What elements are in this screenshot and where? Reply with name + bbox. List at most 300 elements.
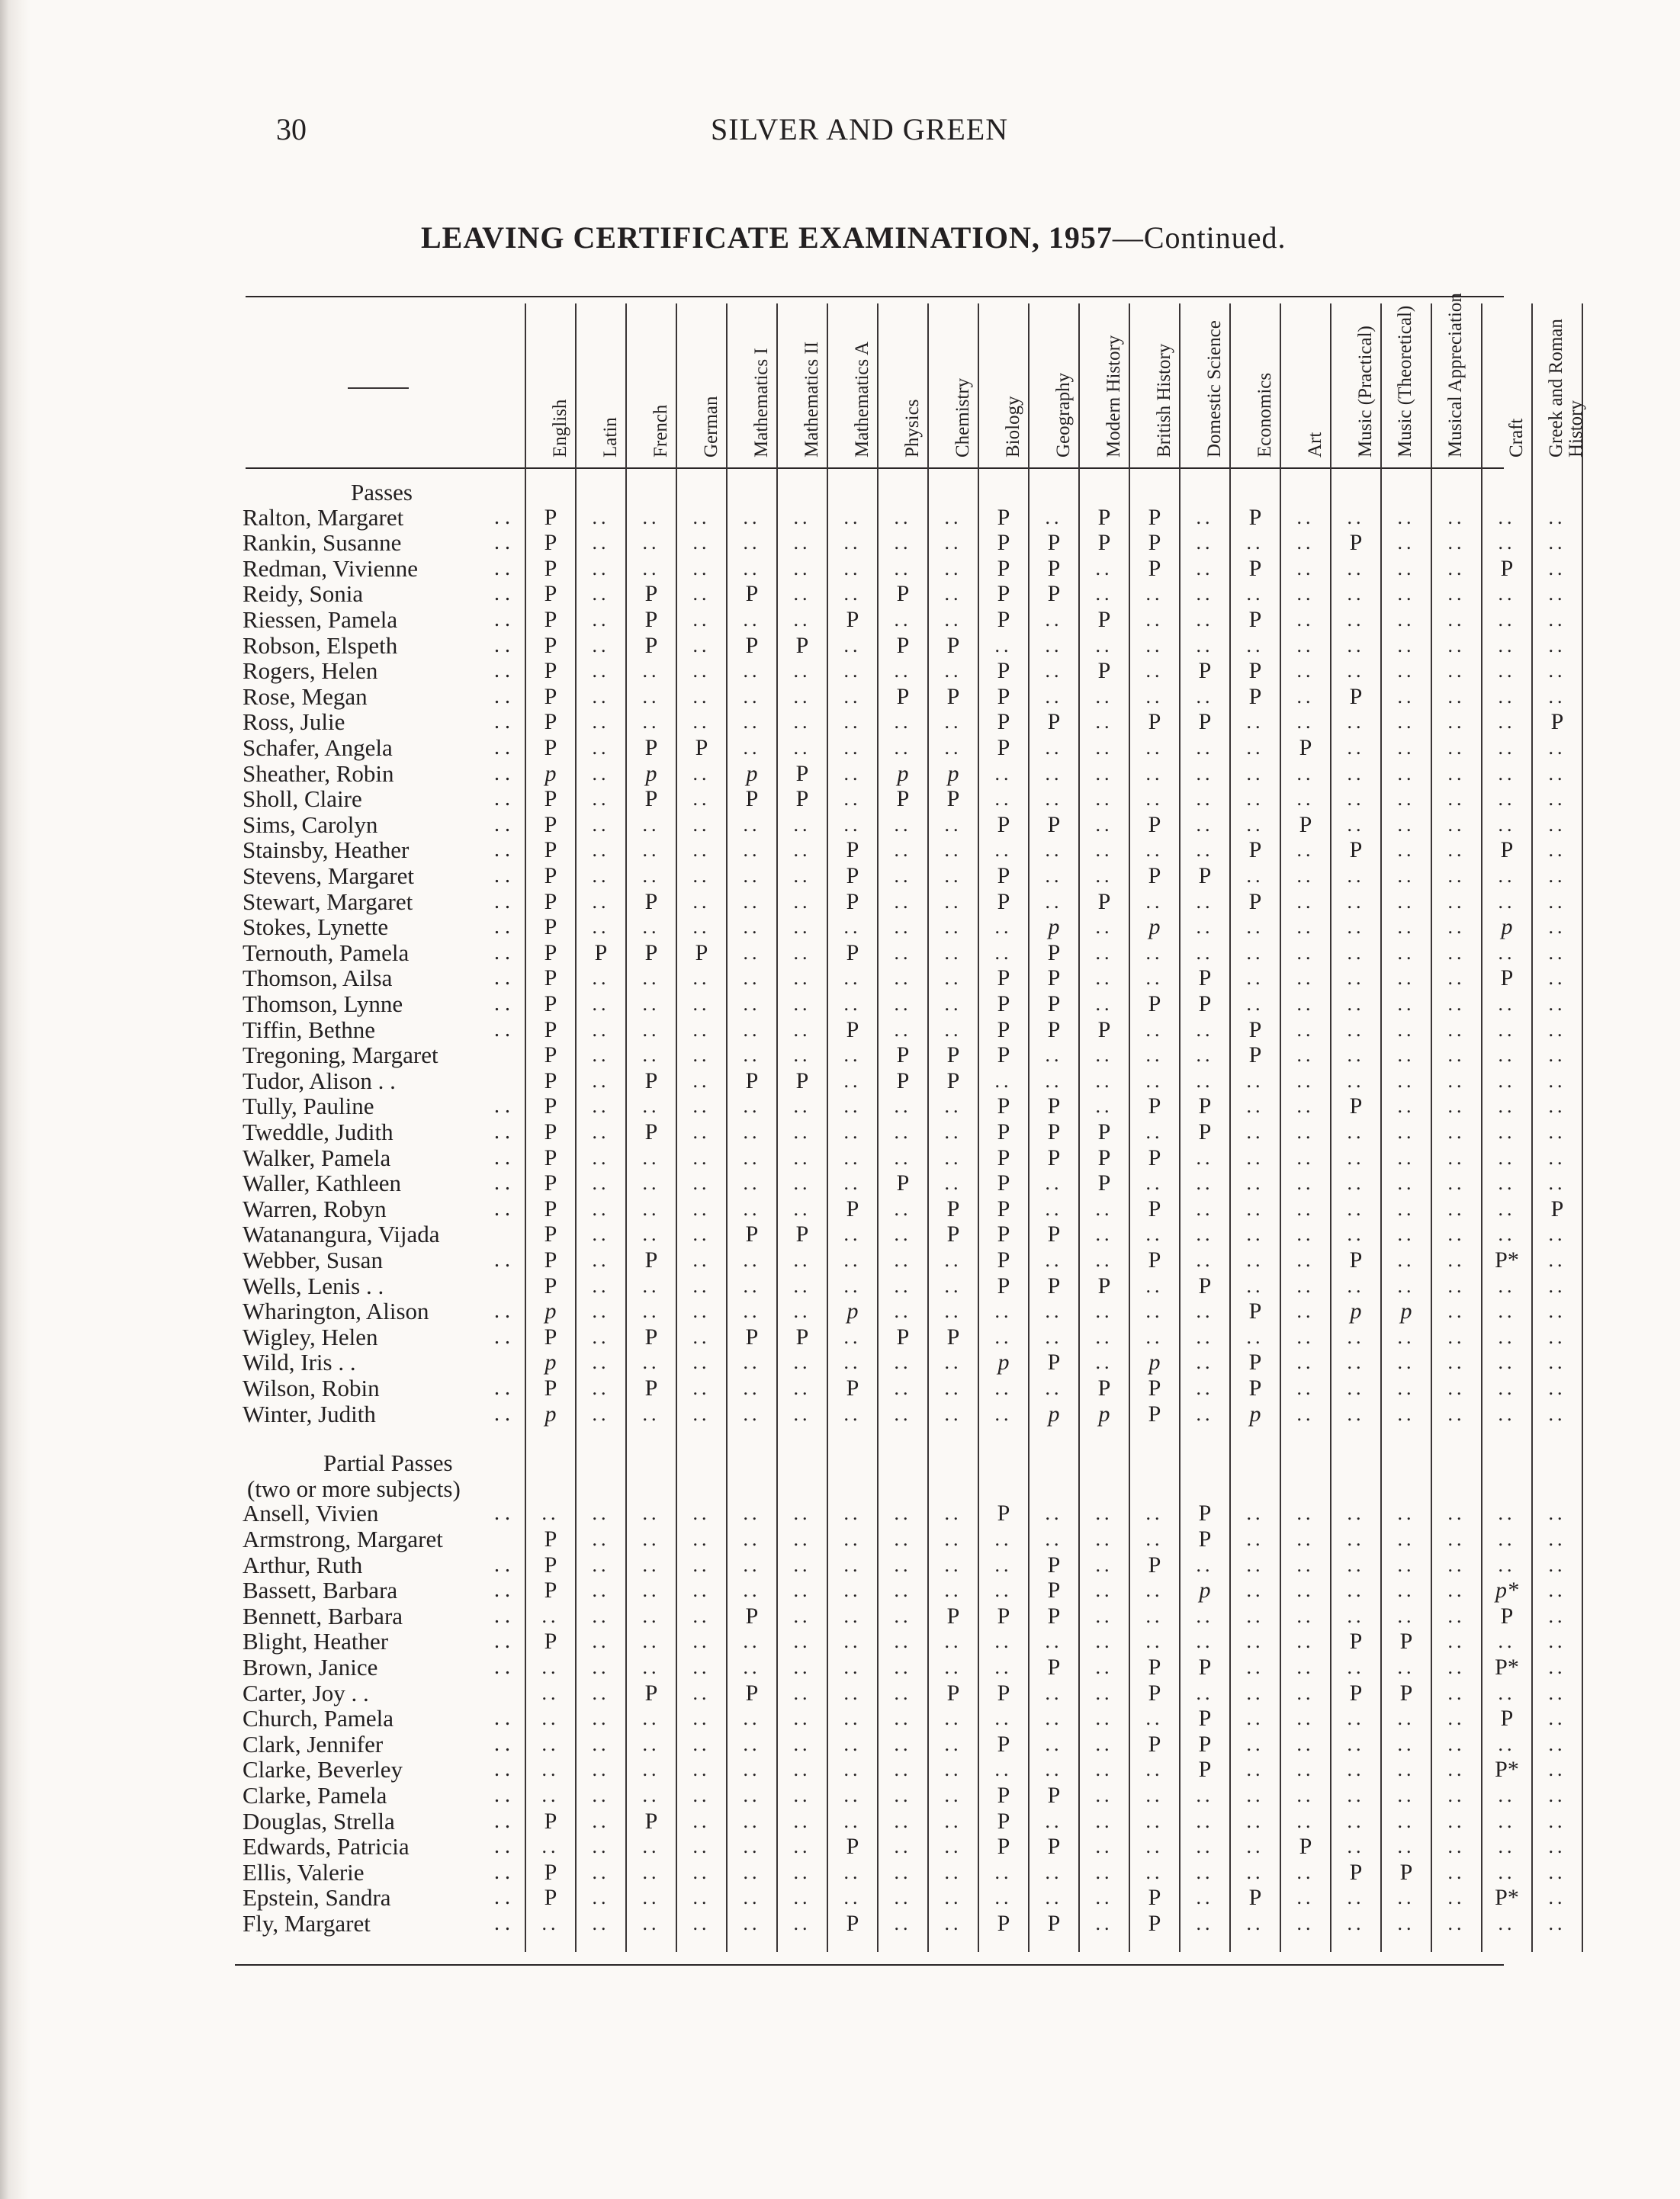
result-cell: .. — [1045, 1325, 1063, 1348]
result-cell: .. — [1397, 1325, 1415, 1348]
result-cell: .. — [944, 1784, 962, 1806]
result-cell: .. — [743, 1835, 761, 1858]
result-cell: .. — [1397, 1069, 1415, 1092]
student-name: Stainsby, Heather — [243, 836, 410, 864]
result-cell: P — [1148, 863, 1161, 888]
result-cell: .. — [1246, 531, 1264, 554]
result-cell: .. — [944, 1860, 962, 1883]
result-cell: P — [1148, 1376, 1161, 1401]
result-cell: .. — [894, 1223, 912, 1246]
result-cell: .. — [692, 1758, 711, 1781]
result-cell: .. — [1498, 506, 1516, 528]
result-cell: P — [1248, 1016, 1262, 1042]
result-cell: .. — [1397, 1044, 1415, 1067]
result-cell: P — [1097, 1170, 1111, 1196]
leader-dots: . . — [494, 1835, 510, 1859]
result-cell: .. — [1548, 813, 1566, 836]
result-cell: .. — [592, 583, 610, 605]
result-cell: .. — [1397, 839, 1415, 862]
result-cell: .. — [1548, 1351, 1566, 1374]
result-cell: .. — [1548, 1249, 1566, 1271]
result-cell: .. — [894, 1095, 912, 1118]
result-cell: .. — [1296, 711, 1315, 734]
student-name: Stewart, Margaret — [243, 888, 413, 915]
result-cell: .. — [843, 1223, 862, 1246]
column-header: Geography — [1053, 372, 1074, 457]
result-cell: .. — [1196, 1018, 1214, 1041]
result-cell: .. — [592, 1886, 610, 1909]
result-cell: .. — [1548, 506, 1566, 528]
result-cell: .. — [994, 1402, 1013, 1425]
result-cell: p — [997, 1350, 1010, 1376]
result-cell: .. — [843, 1095, 862, 1118]
result-cell: .. — [1548, 865, 1566, 887]
result-cell: .. — [843, 506, 862, 528]
result-cell: .. — [1347, 1044, 1365, 1067]
result-cell: .. — [1196, 788, 1214, 811]
result-cell: .. — [1548, 967, 1566, 990]
result-cell: .. — [1347, 1553, 1365, 1576]
result-cell: .. — [1145, 1069, 1164, 1092]
result-cell: .. — [592, 1249, 610, 1271]
result-cell: p — [1350, 1299, 1362, 1324]
result-cell: .. — [894, 1579, 912, 1602]
result-cell: .. — [1397, 506, 1415, 528]
result-cell: P — [644, 786, 658, 812]
result-cell: .. — [1296, 1044, 1315, 1067]
result-cell: .. — [944, 1656, 962, 1678]
result-cell: .. — [1347, 941, 1365, 964]
result-cell: .. — [1397, 1732, 1415, 1755]
result-cell: .. — [793, 1274, 811, 1297]
result-cell: .. — [1347, 1325, 1365, 1348]
result-cell: .. — [894, 1630, 912, 1653]
result-cell: .. — [944, 608, 962, 631]
result-cell: .. — [743, 660, 761, 682]
result-cell: .. — [843, 993, 862, 1015]
result-cell: .. — [1196, 1300, 1214, 1323]
result-cell: P — [1248, 1376, 1262, 1401]
result-cell: P — [846, 888, 859, 914]
result-cell: .. — [1045, 788, 1063, 811]
result-cell: .. — [592, 865, 610, 887]
result-cell: .. — [1397, 1502, 1415, 1525]
result-cell: .. — [843, 916, 862, 939]
result-cell: .. — [843, 1604, 862, 1627]
result-cell: .. — [793, 1044, 811, 1067]
result-cell: .. — [944, 1630, 962, 1653]
result-cell: .. — [843, 1860, 862, 1883]
result-cell: .. — [743, 1095, 761, 1118]
result-cell: .. — [1145, 1018, 1164, 1041]
result-cell: .. — [1196, 1784, 1214, 1806]
result-cell: P — [1047, 1273, 1061, 1299]
result-cell: .. — [592, 1758, 610, 1781]
result-cell: P — [544, 709, 557, 735]
result-cell: .. — [1296, 685, 1315, 708]
result-cell: .. — [1296, 660, 1315, 682]
result-cell: P — [1198, 709, 1212, 735]
result-cell: P — [997, 1247, 1010, 1273]
result-cell: .. — [642, 1223, 660, 1246]
result-cell: P — [1198, 1757, 1212, 1783]
result-cell: P — [544, 1808, 557, 1834]
result-cell: P — [997, 1093, 1010, 1119]
result-cell: .. — [843, 813, 862, 836]
student-name: Robson, Elspeth — [243, 631, 398, 659]
result-cell: P — [997, 658, 1010, 684]
result-cell: .. — [743, 1377, 761, 1399]
result-cell: .. — [1447, 1172, 1466, 1195]
leader-dots: . . — [494, 761, 510, 785]
leader-dots: . . — [494, 1706, 510, 1731]
result-cell: .. — [944, 941, 962, 964]
result-cell: .. — [944, 1732, 962, 1755]
result-cell: .. — [1447, 1528, 1466, 1550]
result-cell: .. — [1196, 1223, 1214, 1246]
result-cell: .. — [1145, 1274, 1164, 1297]
result-cell: .. — [743, 685, 761, 708]
result-cell: .. — [692, 583, 711, 605]
result-cell: P — [997, 683, 1010, 709]
result-cell: P — [997, 1144, 1010, 1170]
result-cell: .. — [1095, 1656, 1113, 1678]
result-cell: .. — [1548, 941, 1566, 964]
result-cell: .. — [1347, 1351, 1365, 1374]
result-cell: p — [1048, 1401, 1060, 1427]
result-cell: .. — [642, 1172, 660, 1195]
result-cell: .. — [592, 762, 610, 785]
result-cell: .. — [642, 1300, 660, 1323]
result-cell: .. — [1548, 1121, 1566, 1143]
result-cell: .. — [743, 993, 761, 1015]
result-cell: .. — [1548, 1707, 1566, 1730]
result-cell: .. — [1548, 1528, 1566, 1550]
result-cell: .. — [692, 1249, 711, 1271]
result-cell: P — [1399, 1859, 1413, 1885]
result-cell: .. — [743, 1121, 761, 1143]
result-cell: .. — [944, 557, 962, 579]
result-cell: .. — [843, 660, 862, 682]
result-cell: .. — [592, 1300, 610, 1323]
result-cell: P — [1148, 1911, 1161, 1936]
result-cell: .. — [1397, 1809, 1415, 1832]
result-cell: .. — [1548, 762, 1566, 785]
result-cell: P — [1148, 709, 1161, 735]
result-cell: .. — [1296, 1274, 1315, 1297]
result-cell: .. — [1548, 1886, 1566, 1909]
result-cell: .. — [592, 1325, 610, 1348]
result-cell: .. — [1548, 1146, 1566, 1169]
result-cell: .. — [592, 1707, 610, 1730]
result-cell: .. — [743, 506, 761, 528]
result-cell: .. — [843, 583, 862, 605]
result-cell: .. — [692, 1351, 711, 1374]
result-cell: P — [1500, 965, 1514, 991]
result-cell: P — [997, 1808, 1010, 1834]
column-header: French — [650, 404, 671, 457]
result-cell: .. — [1347, 1579, 1365, 1602]
result-cell: .. — [1095, 1325, 1113, 1348]
student-name: Wharington, Alison — [243, 1298, 429, 1325]
result-cell: .. — [592, 1656, 610, 1678]
result-cell: .. — [692, 890, 711, 913]
result-cell: .. — [692, 1018, 711, 1041]
result-cell: p — [1148, 914, 1161, 940]
result-cell: .. — [944, 1502, 962, 1525]
result-cell: .. — [1296, 1886, 1315, 1909]
result-cell: .. — [1447, 1656, 1466, 1678]
result-cell: .. — [1045, 1758, 1063, 1781]
result-cell: .. — [1246, 1707, 1264, 1730]
result-cell: .. — [793, 1018, 811, 1041]
student-name: Carter, Joy . . — [243, 1679, 369, 1706]
result-cell: .. — [944, 865, 962, 887]
result-cell: .. — [592, 813, 610, 836]
result-cell: .. — [1196, 890, 1214, 913]
result-cell: .. — [944, 839, 962, 862]
result-cell: P — [1349, 837, 1363, 863]
result-cell: P — [1047, 581, 1061, 607]
student-name: Ternouth, Pamela — [243, 939, 410, 966]
result-cell: .. — [1347, 813, 1365, 836]
result-cell: .. — [692, 1656, 711, 1678]
result-cell: P — [544, 1578, 557, 1604]
column-header: Music (Practical) — [1355, 326, 1376, 457]
result-cell: .. — [1095, 762, 1113, 785]
result-cell: .. — [1447, 1300, 1466, 1323]
result-cell: P — [997, 504, 1010, 530]
result-cell: .. — [592, 1402, 610, 1425]
result-cell: .. — [1296, 1249, 1315, 1271]
result-cell: .. — [642, 1402, 660, 1425]
result-cell: .. — [743, 839, 761, 862]
result-cell: p — [947, 760, 959, 786]
result-cell: .. — [1498, 788, 1516, 811]
result-cell: P — [795, 760, 809, 786]
result-cell: .. — [743, 737, 761, 759]
result-cell: .. — [1045, 1502, 1063, 1525]
result-cell: .. — [1498, 711, 1516, 734]
result-cell: .. — [1397, 737, 1415, 759]
result-cell: .. — [1246, 711, 1264, 734]
leader-dots: . . — [494, 684, 510, 708]
result-cell: .. — [944, 1912, 962, 1934]
result-cell: .. — [843, 1274, 862, 1297]
result-cell: P — [544, 1859, 557, 1885]
result-cell: .. — [1447, 608, 1466, 631]
result-cell: P — [745, 1603, 759, 1629]
result-cell: .. — [1045, 839, 1063, 862]
result-cell: P — [946, 683, 960, 709]
result-cell: P — [544, 683, 557, 709]
result-cell: .. — [793, 1146, 811, 1169]
result-cell: .. — [1196, 1377, 1214, 1399]
result-cell: .. — [1397, 967, 1415, 990]
result-cell: .. — [1145, 1707, 1164, 1730]
result-cell: .. — [1045, 1886, 1063, 1909]
result-cell: .. — [1296, 506, 1315, 528]
result-cell: .. — [1045, 1044, 1063, 1067]
result-cell: .. — [743, 1784, 761, 1806]
result-cell: .. — [1246, 813, 1264, 836]
result-cell: .. — [1145, 1604, 1164, 1627]
result-cell: p — [544, 1350, 557, 1376]
result-cell: P — [1047, 1144, 1061, 1170]
leader-dots: . . — [494, 1552, 510, 1577]
result-cell: .. — [743, 1732, 761, 1755]
result-cell: P — [1047, 1783, 1061, 1808]
column-header: Chemistry — [952, 377, 973, 457]
result-cell: .. — [592, 1351, 610, 1374]
result-cell: .. — [843, 1502, 862, 1525]
result-cell: .. — [1498, 865, 1516, 887]
result-cell: P — [896, 632, 910, 658]
result-cell: .. — [1548, 1553, 1566, 1576]
result-cell: P — [1248, 683, 1262, 709]
result-cell: P — [1148, 1401, 1161, 1427]
result-cell: .. — [1095, 1758, 1113, 1781]
result-cell: .. — [1498, 890, 1516, 913]
result-cell: P — [1097, 888, 1111, 914]
result-cell: .. — [592, 1223, 610, 1246]
column-header: Physics — [902, 399, 923, 457]
result-cell: P* — [1495, 1885, 1519, 1911]
result-cell: .. — [743, 1351, 761, 1374]
result-cell: .. — [1397, 531, 1415, 554]
result-cell: .. — [1498, 583, 1516, 605]
result-cell: .. — [1045, 660, 1063, 682]
result-cell: .. — [1548, 685, 1566, 708]
result-cell: .. — [642, 1274, 660, 1297]
result-cell: p* — [1495, 1578, 1518, 1604]
result-cell: .. — [1296, 1377, 1315, 1399]
result-cell: .. — [894, 1528, 912, 1550]
result-cell: P — [1047, 1578, 1061, 1604]
result-cell: .. — [642, 1528, 660, 1550]
result-cell: .. — [642, 557, 660, 579]
result-cell: .. — [1296, 1732, 1315, 1755]
result-cell: .. — [1548, 1732, 1566, 1755]
result-cell: .. — [793, 1835, 811, 1858]
leader-dots: . . — [494, 1145, 510, 1170]
result-cell: .. — [843, 634, 862, 656]
result-cell: P — [795, 1221, 809, 1247]
result-cell: P — [1500, 1706, 1514, 1732]
result-cell: .. — [1296, 1604, 1315, 1627]
result-cell: .. — [793, 1553, 811, 1576]
result-cell: .. — [1296, 916, 1315, 939]
student-name: Tudor, Alison . . — [243, 1067, 396, 1094]
result-cell: .. — [1296, 1146, 1315, 1169]
result-cell: .. — [894, 1912, 912, 1934]
leader-dots: . . — [494, 736, 510, 759]
running-title: SILVER AND GREEN — [711, 112, 1009, 146]
result-cell: P — [1349, 1247, 1363, 1273]
result-cell: .. — [1447, 1197, 1466, 1220]
result-cell: .. — [1095, 1886, 1113, 1909]
column-header: Art — [1305, 432, 1325, 457]
result-cell: .. — [843, 788, 862, 811]
result-cell: .. — [1145, 1835, 1164, 1858]
result-cell: .. — [843, 1656, 862, 1678]
result-cell: .. — [1397, 1377, 1415, 1399]
result-cell: .. — [642, 1553, 660, 1576]
result-cell: .. — [743, 916, 761, 939]
result-cell: P — [544, 581, 557, 607]
result-cell: .. — [1447, 1784, 1466, 1806]
result-cell: .. — [1347, 967, 1365, 990]
result-cell: .. — [1347, 1274, 1365, 1297]
result-cell: P — [997, 1016, 1010, 1042]
result-cell: .. — [1397, 1351, 1415, 1374]
page-number: 30 — [276, 112, 307, 146]
result-cell: P — [997, 581, 1010, 607]
result-cell: .. — [1347, 711, 1365, 734]
student-name: Bennett, Barbara — [243, 1602, 403, 1629]
result-cell: .. — [692, 1095, 711, 1118]
result-cell: .. — [1347, 1732, 1365, 1755]
result-cell: .. — [541, 1912, 560, 1934]
result-cell: P — [1047, 939, 1061, 965]
result-cell: .. — [1447, 583, 1466, 605]
result-cell: .. — [642, 813, 660, 836]
result-cell: .. — [1296, 531, 1315, 554]
result-cell: P — [1550, 709, 1564, 735]
student-name: Clarke, Beverley — [243, 1756, 403, 1783]
result-cell: .. — [642, 1604, 660, 1627]
result-cell: .. — [944, 711, 962, 734]
result-cell: .. — [1548, 1784, 1566, 1806]
result-cell: .. — [1397, 1528, 1415, 1550]
result-cell: .. — [743, 1707, 761, 1730]
result-cell: .. — [1246, 1835, 1264, 1858]
result-cell: .. — [843, 557, 862, 579]
result-cell: .. — [1196, 1681, 1214, 1704]
result-cell: .. — [894, 531, 912, 554]
result-cell: .. — [1145, 1579, 1164, 1602]
title-main: LEAVING CERTIFICATE EXAMINATION, 1957 — [421, 220, 1113, 255]
result-cell: .. — [1196, 634, 1214, 656]
result-cell: .. — [1548, 1274, 1566, 1297]
result-cell: .. — [743, 1886, 761, 1909]
result-cell: .. — [1498, 1069, 1516, 1092]
result-cell: .. — [1548, 1377, 1566, 1399]
result-cell: P — [1198, 1273, 1212, 1299]
result-cell: .. — [592, 737, 610, 759]
result-cell: .. — [1548, 890, 1566, 913]
result-cell: P — [1097, 1016, 1111, 1042]
result-cell: .. — [944, 1018, 962, 1041]
result-cell: P — [1349, 1629, 1363, 1655]
result-cell: .. — [1347, 1172, 1365, 1195]
result-cell: .. — [1145, 941, 1164, 964]
student-name: Tweddle, Judith — [243, 1119, 393, 1145]
result-cell: P — [544, 1324, 557, 1350]
result-cell: .. — [1196, 1630, 1214, 1653]
result-cell: .. — [843, 1758, 862, 1781]
result-cell: .. — [1296, 583, 1315, 605]
result-cell: P — [544, 939, 557, 965]
result-cell: P — [1500, 837, 1514, 863]
result-cell: .. — [1296, 1681, 1315, 1704]
result-cell: .. — [1246, 1809, 1264, 1832]
result-cell: .. — [1447, 1604, 1466, 1627]
result-cell: .. — [642, 1146, 660, 1169]
result-cell: .. — [1397, 813, 1415, 836]
leader-dots: . . — [494, 633, 510, 657]
result-cell: .. — [793, 557, 811, 579]
